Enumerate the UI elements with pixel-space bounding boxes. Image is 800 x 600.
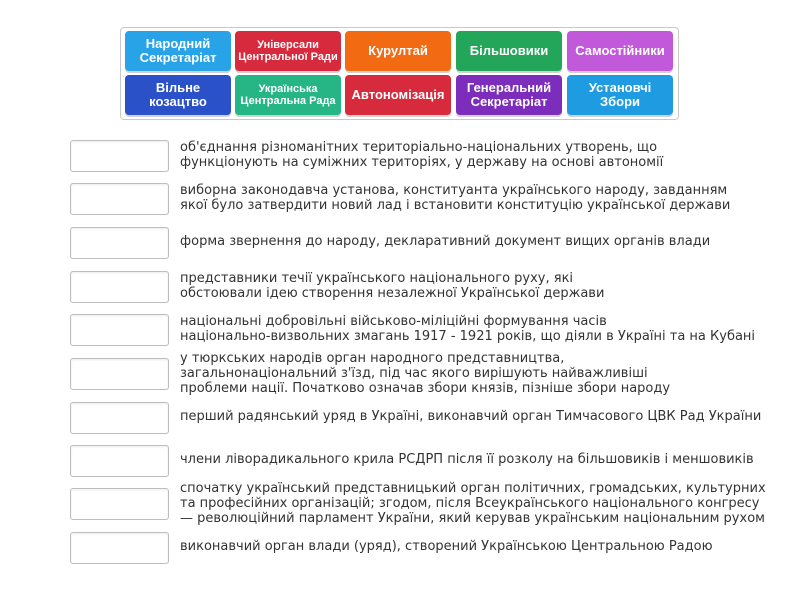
tile-narodnyi-sekretariat[interactable]: Народний Секретаріат xyxy=(125,31,231,71)
definition-text: члени ліворадикального крила РСДРП після її розколу на більшовиків і меншовиків xyxy=(180,452,754,467)
definition-text: перший радянський уряд в Україні, виконавчий орган Тимчасового ЦВК Рад України xyxy=(180,409,762,424)
tile-avtonomizatsiia[interactable]: Автономізація xyxy=(345,75,451,115)
tile-universaly-tsentralnoi-rady[interactable]: Універсали Центральної Ради xyxy=(235,31,341,71)
tile-ukrainska-tsentralna-rada[interactable]: Українська Центральна Рада xyxy=(235,75,341,115)
match-row xyxy=(70,402,762,436)
drop-zone[interactable] xyxy=(70,183,169,215)
match-row xyxy=(70,271,750,305)
definition-text: виконавчий орган влади (уряд), створений Українською Центральною Радою xyxy=(180,539,713,554)
match-row xyxy=(70,227,750,261)
drop-zone[interactable] xyxy=(70,358,169,390)
match-row xyxy=(70,351,750,396)
definition-text: спочатку український представницький орган політичних, громадських, культурних та професійних організацій; згодом, після Всеукраїнського національного конгресу — революційний парламент України, який керував українським національним рухом xyxy=(180,481,766,526)
definition-text: об'єднання різноманітних територіально-національних утворень, що функціонують на суміжних територіях, у державу на основі автономії xyxy=(180,140,664,170)
tile-heneralnyi-sekretariat[interactable]: Генеральний Секретаріат xyxy=(456,75,562,115)
match-row xyxy=(70,445,754,479)
drop-zone[interactable] xyxy=(70,402,169,434)
tile-samostiinyky[interactable]: Самостійники xyxy=(567,31,673,71)
drop-zone[interactable] xyxy=(70,532,169,564)
tile-ustanovchi-zbory[interactable]: Установчі Збори xyxy=(567,75,673,115)
match-row xyxy=(70,140,750,174)
drop-zone[interactable] xyxy=(70,445,169,477)
match-row xyxy=(70,481,766,526)
drop-zone[interactable] xyxy=(70,140,169,172)
match-row xyxy=(70,314,756,348)
match-row xyxy=(70,183,750,217)
definition-text: форма звернення до народу, декларативний документ вищих органів влади xyxy=(180,234,711,249)
definition-text: національні добровільні військово-міліційні формування часів національно-визвольних змагань 1917 - 1921 років, що діяли в Україні та на Кубані xyxy=(180,314,756,344)
drop-zone[interactable] xyxy=(70,227,169,259)
drop-zone[interactable] xyxy=(70,314,169,346)
match-row xyxy=(70,532,750,566)
tile-kurultai[interactable]: Курултай xyxy=(345,31,451,71)
drop-zone[interactable] xyxy=(70,488,169,520)
definition-text: представники течії українського національного руху, які обстоювали ідею створення незалежної Української держави xyxy=(180,271,605,301)
definition-text: у тюркських народів орган народного представництва, загальнонаціональний з'їзд, під час якого вирішують найважливіші проблеми нації. Початково означав збори князів, пізніше збори народу xyxy=(180,351,671,396)
definition-text: виборна законодавча установа, конституанта українського народу, завданням якої було затвердити новий лад і встановити конституцію української держави xyxy=(180,183,731,213)
drop-zone[interactable] xyxy=(70,271,169,303)
tile-vilne-kozatstvo[interactable]: Вільне козацтво xyxy=(125,75,231,115)
tile-bilshovyky[interactable]: Більшовики xyxy=(456,31,562,71)
